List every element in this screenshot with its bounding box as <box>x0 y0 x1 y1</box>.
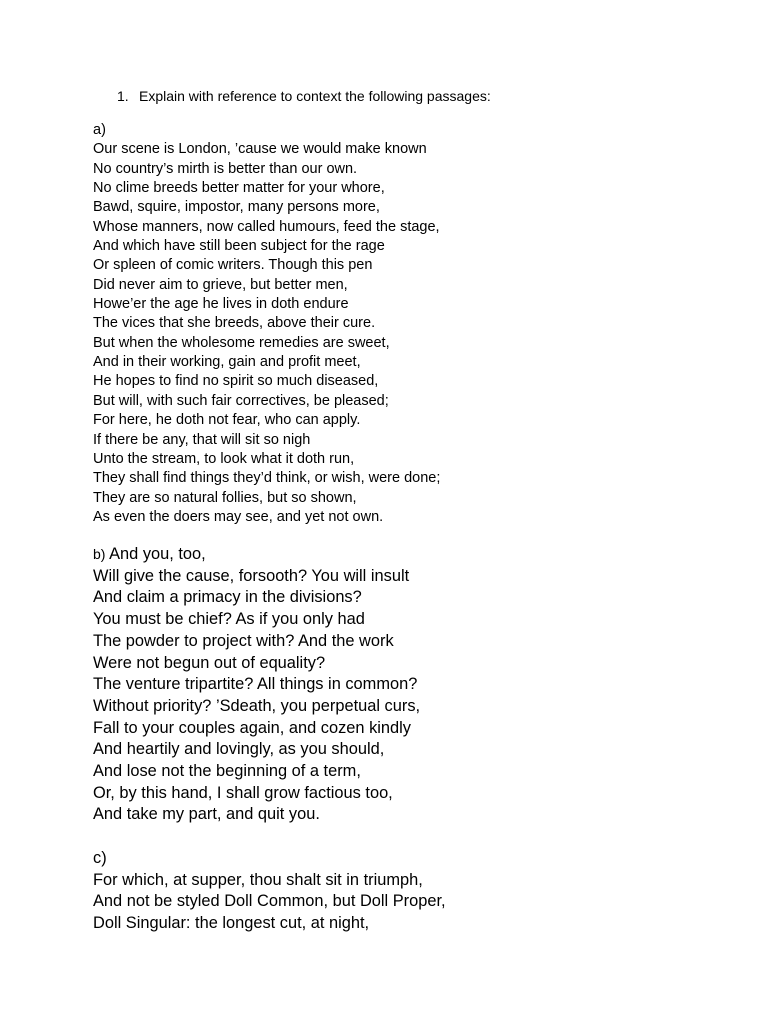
passage-a-line: He hopes to find no spirit so much diseased, <box>93 373 379 390</box>
passage-b-line: The venture tripartite? All things in common? <box>93 675 418 694</box>
passage-a-line: And in their working, gain and profit meet, <box>93 354 361 371</box>
passage-c-line: And not be styled Doll Common, but Doll Proper, <box>93 892 446 911</box>
question-text: Explain with reference to context the following passages: <box>139 88 491 104</box>
passage-c-line: Doll Singular: the longest cut, at night, <box>93 914 370 933</box>
passage-a-line: Whose manners, now called humours, feed the stage, <box>93 218 440 235</box>
passage-a-label: a) <box>93 122 106 138</box>
passage-a-line: And which have still been subject for the rage <box>93 238 385 255</box>
question-heading <box>117 87 491 105</box>
passage-b-first-line <box>93 544 420 566</box>
passage-a-line: But when the wholesome remedies are sweet, <box>93 334 390 351</box>
passage-a-line: Our scene is London, ’cause we would make known <box>93 141 427 158</box>
passage-b-line: Without priority? ’Sdeath, you perpetual curs, <box>93 696 421 715</box>
passage-b-line: The powder to project with? And the work <box>93 631 394 650</box>
passage-c-line: For which, at supper, thou shalt sit in triumph, <box>93 870 423 889</box>
passage-a-line: Unto the stream, to look what it doth run, <box>93 450 355 467</box>
passage-c <box>93 848 446 935</box>
passage-a-line: They shall find things they’d think, or wish, were done; <box>93 470 441 487</box>
passage-b-label: b) <box>93 546 106 562</box>
passage-b-line: And take my part, and quit you. <box>93 805 320 824</box>
passage-c-label: c) <box>93 849 107 867</box>
passage-b-line: Were not begun out of equality? <box>93 653 326 672</box>
passage-a-line: As even the doers may see, and yet not own. <box>93 508 384 525</box>
passage-a-line: Howe’er the age he lives in doth endure <box>93 296 349 313</box>
passage-b-line: And heartily and lovingly, as you should, <box>93 740 385 759</box>
passage-a-line: Bawd, squire, impostor, many persons more, <box>93 199 380 216</box>
passage-a-line: Did never aim to grieve, but better men, <box>93 276 348 293</box>
passage-a-line: For here, he doth not fear, who can apply. <box>93 412 361 429</box>
passage-a <box>93 121 440 527</box>
passage-b-line: Will give the cause, forsooth? You will insult <box>93 566 410 585</box>
passage-a-line: They are so natural follies, but so shown, <box>93 489 357 506</box>
passage-b-line: And claim a primacy in the divisions? <box>93 588 362 607</box>
passage-b-line: Fall to your couples again, and cozen kindly <box>93 718 411 737</box>
question-number: 1. <box>117 88 129 104</box>
passage-a-line: The vices that she breeds, above their cure. <box>93 315 376 332</box>
passage-b-line: And lose not the beginning of a term, <box>93 762 361 781</box>
passage-a-line: If there be any, that will sit so nigh <box>93 431 311 448</box>
passage-a-line: Or spleen of comic writers. Though this pen <box>93 257 373 274</box>
passage-a-line: No country’s mirth is better than our own. <box>93 160 358 177</box>
passage-b-opening: And you, too, <box>109 545 206 563</box>
passage-a-line: No clime breeds better matter for your whore, <box>93 180 385 197</box>
passage-b <box>93 544 420 826</box>
passage-a-line: But will, with such fair correctives, be pleased; <box>93 392 389 409</box>
passage-b-line: Or, by this hand, I shall grow factious too, <box>93 783 393 802</box>
passage-b-line: You must be chief? As if you only had <box>93 610 365 629</box>
